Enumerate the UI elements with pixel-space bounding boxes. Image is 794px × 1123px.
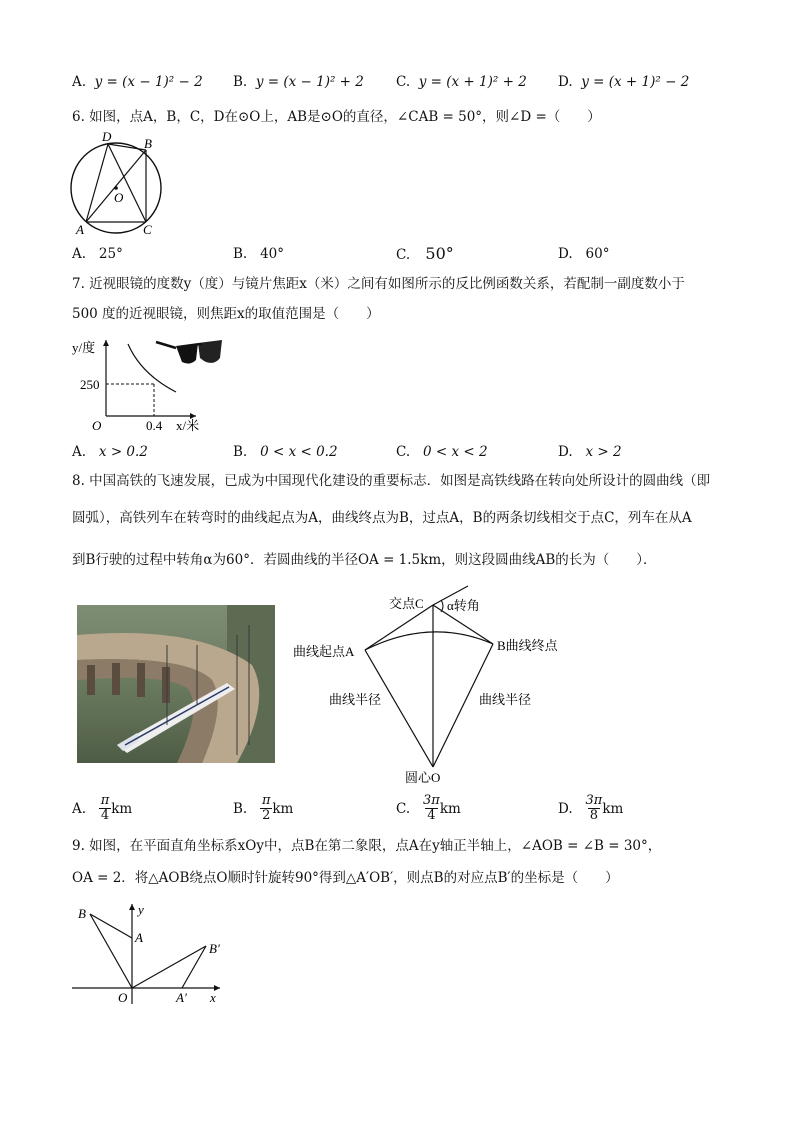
label-b: B — [78, 906, 86, 921]
q6-option-b[interactable]: B. 40° — [233, 246, 285, 262]
q7-stem-line2: 500 度的近视眼镜，则焦距x的取值范围是（ ） — [72, 306, 380, 322]
q8-option-b[interactable]: B. π 2 km — [233, 793, 294, 824]
label-a: A — [76, 222, 84, 237]
x-tick-04: 0.4 — [146, 418, 163, 433]
label-radius-right: 曲线半径 — [479, 692, 532, 707]
q9-coordinate-figure — [66, 898, 236, 1010]
y-axis-label: y/度 — [72, 340, 96, 355]
label-center-o: 圆心O — [405, 770, 441, 785]
label-radius-left: 曲线半径 — [329, 692, 382, 707]
q6-stem: 6. 如图，点A，B，C，D在⊙O上，AB是⊙O的直径，∠CAB = 50°，则∠D =（ ） — [72, 109, 601, 125]
q7-stem-line1: 7. 近视眼镜的度数y（度）与镜片焦距x（米）之间有如图所示的反比例函数关系，若配制一副度数小于 — [72, 276, 685, 292]
label-c: C — [143, 222, 152, 237]
y-axis-arrow — [129, 904, 135, 910]
label-b-prime: B′ — [209, 941, 220, 956]
label-a-prime: A′ — [176, 990, 187, 1005]
q7-option-b[interactable]: B. 0 < x < 0.2 — [233, 444, 338, 460]
chord-ad — [86, 144, 108, 222]
q6-option-c[interactable]: C. 50° — [396, 244, 454, 263]
q9-stem-line1: 9. 如图，在平面直角坐标系xOy中，点B在第二象限，点A在y轴正半轴上，∠AOB = ∠B = 30°， — [72, 838, 662, 854]
x-axis-label: x/米 — [176, 418, 200, 433]
q8-stem-line1: 8. 中国高铁的飞速发展，已成为中国现代化建设的重要标志．如图是高铁线路在转向处所设计的圆曲线（即 — [72, 473, 711, 489]
q7-option-d[interactable]: D. x > 2 — [558, 444, 622, 460]
sunglasses-icon — [154, 336, 226, 370]
radius-oa — [365, 650, 433, 767]
y-axis-arrow — [103, 340, 109, 346]
q8-option-d[interactable]: D. 3π 8 km — [558, 793, 624, 824]
q8-stem-line2: 圆弧），高铁列车在转弯时的曲线起点为A，曲线终点为B，过点A，B的两条切线相交于点C，列车在从A — [72, 510, 692, 526]
tangent-ac — [365, 605, 433, 650]
label-o: O — [118, 990, 128, 1005]
high-speed-train-photo — [77, 605, 275, 763]
label-b: B — [144, 136, 152, 151]
q5-option-d[interactable]: D. y = (x + 1)² − 2 — [558, 74, 690, 90]
q7-option-a[interactable]: A. x > 0.2 — [72, 444, 148, 460]
q8-stem-line3: 到B行驶的过程中转角α为60°．若圆曲线的半径OA = 1.5km，则这段圆曲线AB的长为（ ）． — [72, 552, 657, 568]
origin-label: O — [92, 418, 102, 433]
label-start-a: 曲线起点A — [293, 644, 355, 659]
q7-option-c[interactable]: C. 0 < x < 2 — [396, 444, 488, 460]
label-d: D — [102, 130, 112, 144]
q5-option-a[interactable]: A. y = (x − 1)² − 2 — [72, 74, 203, 90]
label-turn-angle: α转角 — [447, 598, 480, 613]
q5-option-c[interactable]: C. y = (x + 1)² + 2 — [396, 74, 527, 90]
label-a: A — [135, 930, 143, 945]
arc-ab — [365, 632, 493, 650]
label-x: x — [210, 990, 216, 1005]
y-tick-250: 250 — [80, 377, 100, 392]
label-y: y — [138, 902, 144, 917]
segment-obp — [132, 946, 206, 988]
q6-option-d[interactable]: D. 60° — [558, 246, 610, 262]
q6-circle-figure — [64, 130, 174, 240]
label-end-b: B曲线终点 — [497, 638, 558, 653]
q8-arc-figure — [285, 582, 585, 792]
q9-stem-line2: OA = 2．将△AOB绕点O顺时针旋转90°得到△A′OB′，则点B的对应点B′的坐标是（ ） — [72, 870, 619, 886]
segment-ob — [90, 914, 132, 988]
label-o: O — [114, 190, 124, 205]
q6-option-a[interactable]: A. 25° — [72, 246, 123, 262]
q8-option-a[interactable]: A. π 4 km — [72, 793, 133, 824]
q5-option-b[interactable]: B. y = (x − 1)² + 2 — [233, 74, 364, 90]
chord-dc — [108, 144, 146, 222]
label-intersection-c: 交点C — [389, 596, 424, 611]
q8-option-c[interactable]: C. 3π 4 km — [396, 793, 461, 824]
